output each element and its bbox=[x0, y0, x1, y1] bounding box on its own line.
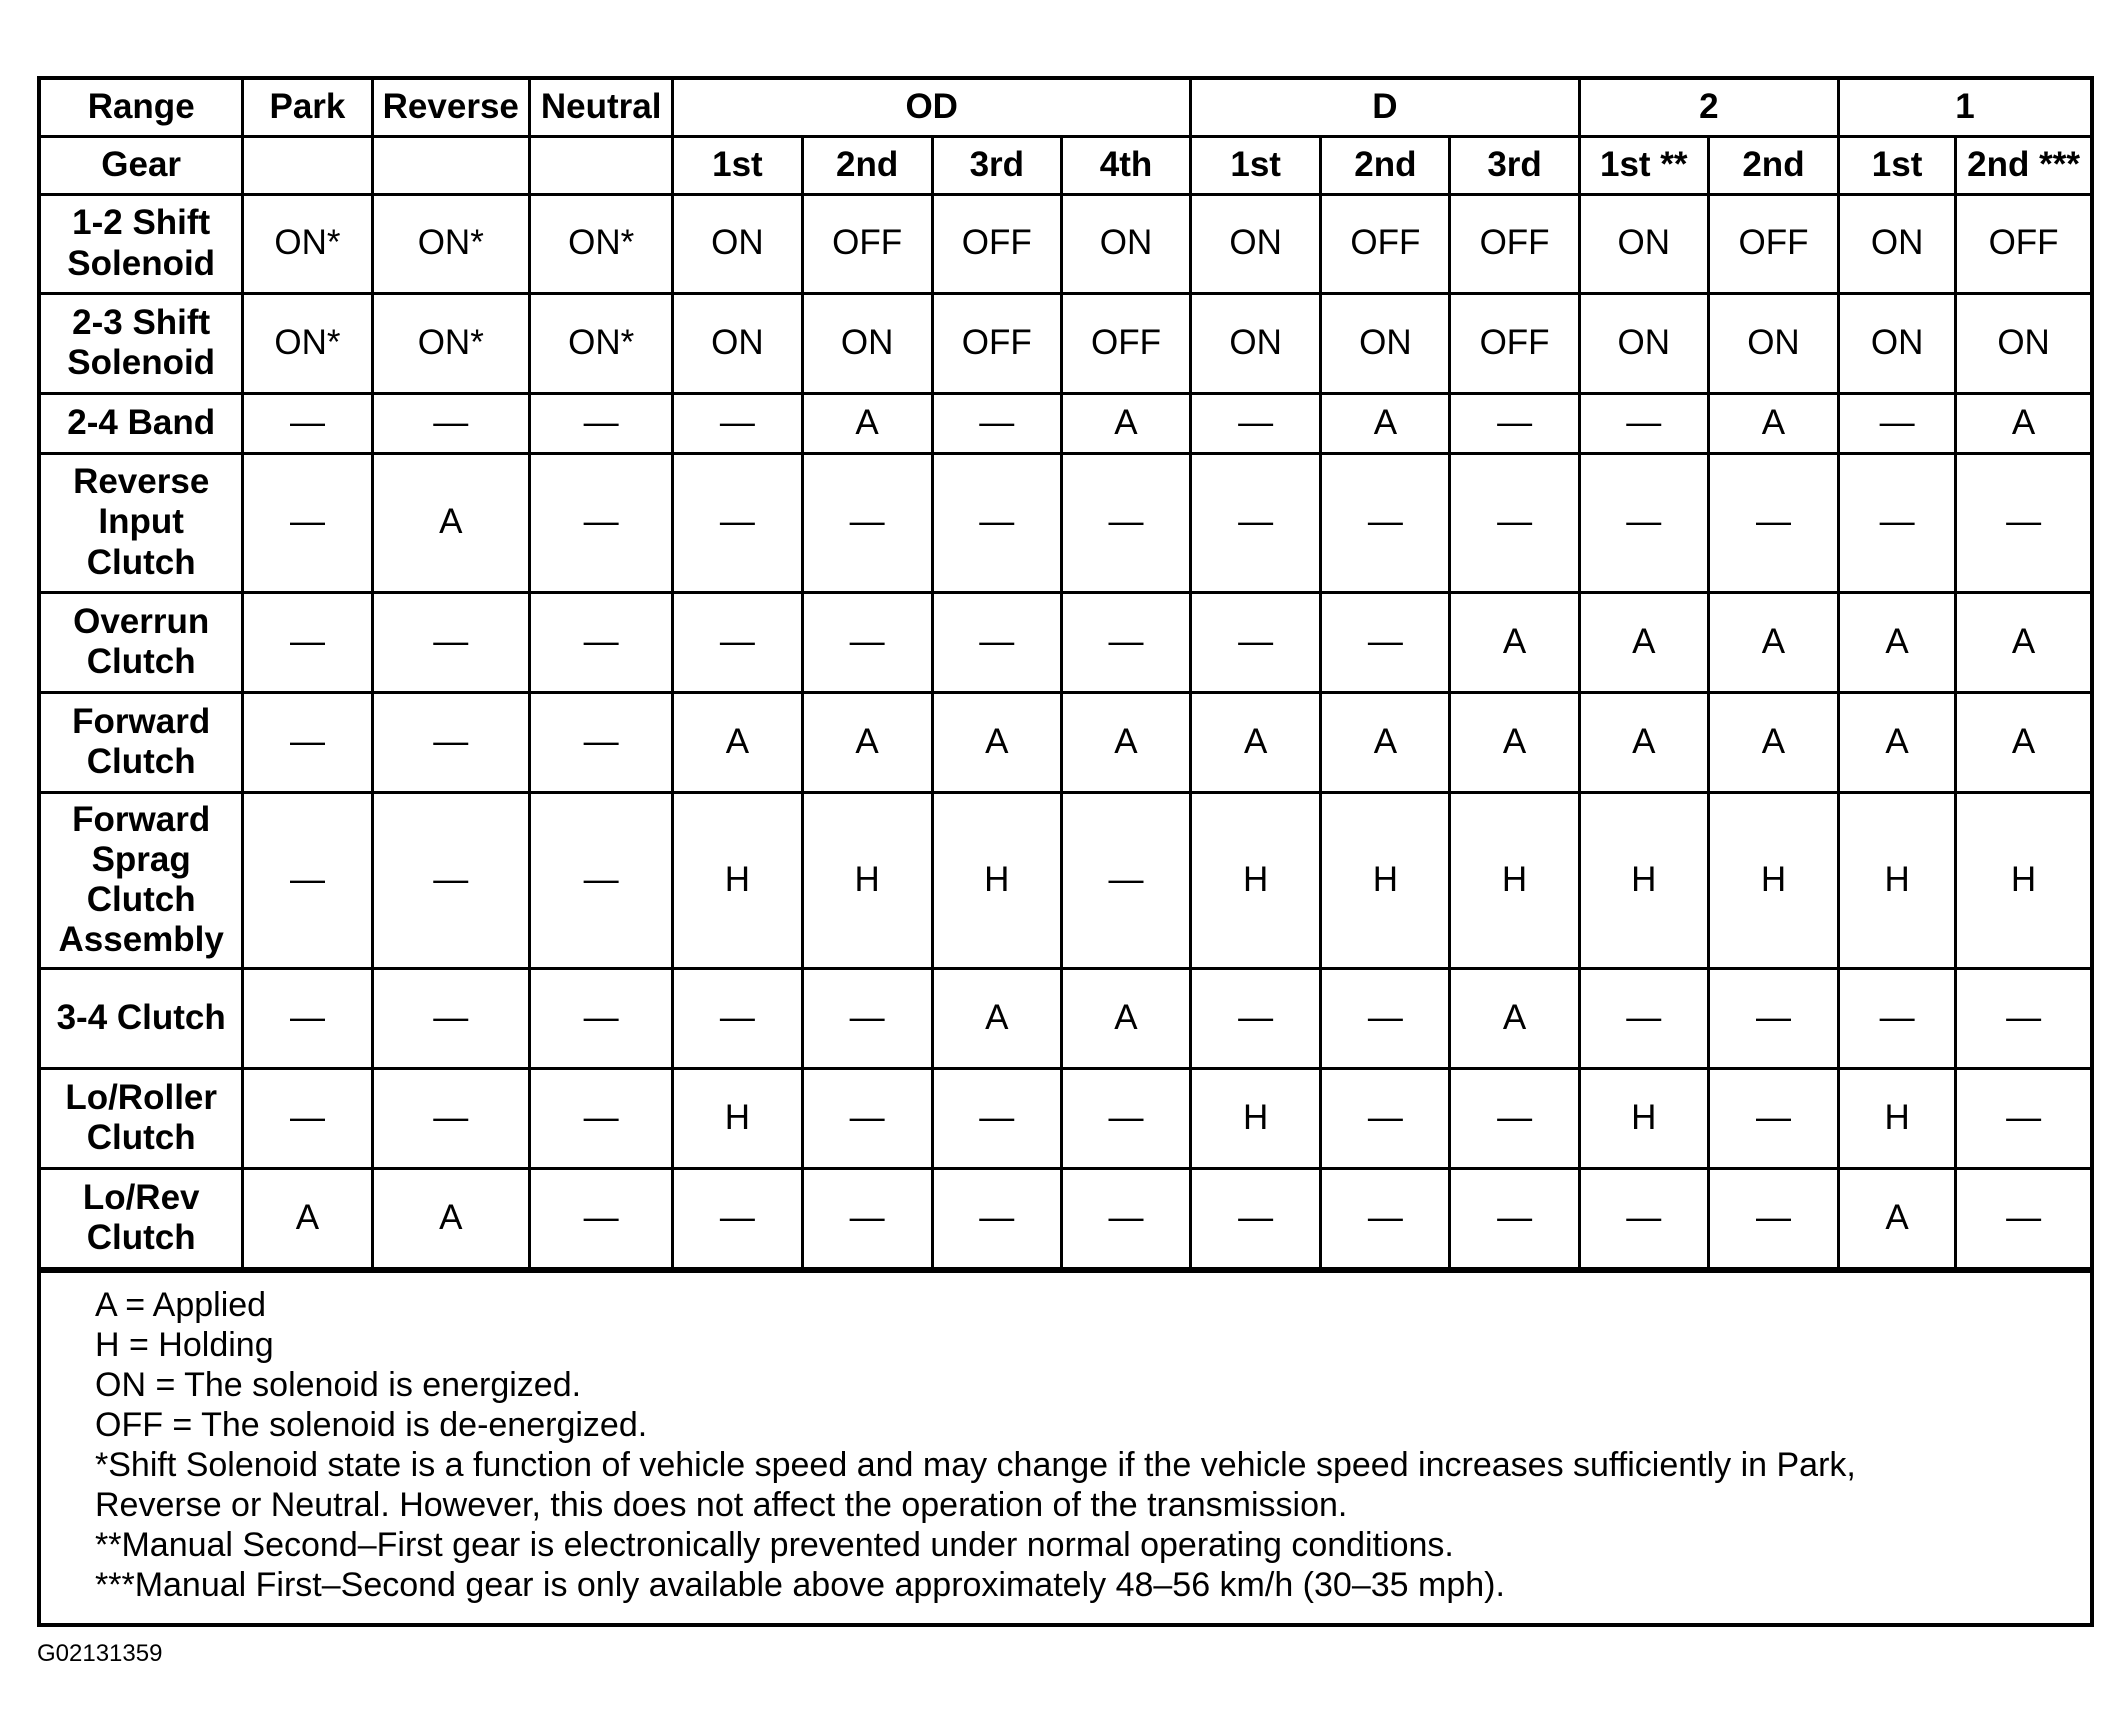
table-row bbox=[41, 393, 2090, 453]
gear-header-cell bbox=[243, 136, 372, 194]
table-cell: H bbox=[673, 1068, 802, 1168]
table-cell: — bbox=[1579, 1168, 1708, 1268]
table-cell: — bbox=[1708, 1168, 1838, 1268]
table-cell: — bbox=[530, 1068, 673, 1168]
range-header-d: D bbox=[1191, 80, 1580, 136]
table-cell: H bbox=[673, 792, 802, 968]
table-cell: ON* bbox=[530, 194, 673, 293]
table-cell: — bbox=[1191, 968, 1321, 1068]
row-label-forward-sprag-clutch-assembly: Forward Sprag Clutch Assembly bbox=[41, 792, 243, 968]
row-label-lo-roller-clutch: Lo/Roller Clutch bbox=[41, 1068, 243, 1168]
table-cell: A bbox=[1191, 692, 1321, 792]
table-cell: ON bbox=[1708, 293, 1838, 393]
table-cell: A bbox=[1839, 592, 1956, 692]
table-cell: — bbox=[1321, 592, 1450, 692]
table-cell: A bbox=[1061, 968, 1190, 1068]
table-cell: — bbox=[1450, 1068, 1579, 1168]
table-cell: — bbox=[530, 592, 673, 692]
table-cell: A bbox=[1450, 692, 1579, 792]
table-cell: — bbox=[372, 1068, 529, 1168]
table-cell: — bbox=[802, 968, 932, 1068]
table-cell: A bbox=[673, 692, 802, 792]
table-cell: A bbox=[1579, 692, 1708, 792]
table-cell: H bbox=[1191, 1068, 1321, 1168]
table-cell: — bbox=[1579, 393, 1708, 453]
table-cell: — bbox=[1061, 592, 1190, 692]
table-cell: — bbox=[673, 393, 802, 453]
table-cell: ON bbox=[802, 293, 932, 393]
table-cell: A bbox=[1450, 968, 1579, 1068]
table-cell: H bbox=[1956, 792, 2090, 968]
table-cell: — bbox=[1839, 453, 1956, 592]
table-cell: — bbox=[802, 453, 932, 592]
table-cell: — bbox=[530, 453, 673, 592]
table-cell: A bbox=[1708, 393, 1838, 453]
table-cell: — bbox=[932, 393, 1061, 453]
table-cell: — bbox=[1450, 1168, 1579, 1268]
table-cell: ON bbox=[1321, 293, 1450, 393]
table-cell: ON bbox=[1956, 293, 2090, 393]
gear-header-cell: 2nd bbox=[802, 136, 932, 194]
table-cell: — bbox=[673, 968, 802, 1068]
table-cell: — bbox=[802, 592, 932, 692]
gear-header-cell: 1st bbox=[1191, 136, 1321, 194]
table-cell: — bbox=[372, 792, 529, 968]
table-cell: A bbox=[1579, 592, 1708, 692]
gear-header-cell: 2nd bbox=[1708, 136, 1838, 194]
table-cell: OFF bbox=[932, 293, 1061, 393]
table-cell: — bbox=[243, 592, 372, 692]
table-cell: H bbox=[1321, 792, 1450, 968]
row-label-reverse-input-clutch: Reverse Input Clutch bbox=[41, 453, 243, 592]
range-header-1: 1 bbox=[1839, 80, 2090, 136]
table-cell: A bbox=[1321, 393, 1450, 453]
gear-header-cell: 1st bbox=[1839, 136, 1956, 194]
table-cell: — bbox=[802, 1068, 932, 1168]
table-cell: A bbox=[1708, 592, 1838, 692]
table-cell: A bbox=[1839, 692, 1956, 792]
table-cell: — bbox=[1708, 453, 1838, 592]
row-label-2-3-shift-solenoid: 2-3 Shift Solenoid bbox=[41, 293, 243, 393]
table-cell: — bbox=[1191, 453, 1321, 592]
row-label-overrun-clutch: Overrun Clutch bbox=[41, 592, 243, 692]
table-cell: — bbox=[1061, 453, 1190, 592]
table-cell: — bbox=[1839, 968, 1956, 1068]
table-cell: H bbox=[1450, 792, 1579, 968]
gear-header-cell: 1st bbox=[673, 136, 802, 194]
table-row bbox=[41, 194, 2090, 293]
table-cell: — bbox=[673, 592, 802, 692]
note-line: H = Holding bbox=[95, 1325, 274, 1364]
table-cell: — bbox=[1956, 453, 2090, 592]
table-cell: — bbox=[243, 792, 372, 968]
row-label-1-2-shift-solenoid: 1-2 Shift Solenoid bbox=[41, 194, 243, 293]
gear-header-cell: 3rd bbox=[1450, 136, 1579, 194]
table-cell: H bbox=[932, 792, 1061, 968]
table-cell: A bbox=[1956, 692, 2090, 792]
table-cell: OFF bbox=[1708, 194, 1838, 293]
table-row bbox=[41, 453, 2090, 592]
table-cell: — bbox=[530, 968, 673, 1068]
table-cell: — bbox=[372, 968, 529, 1068]
table-cell: — bbox=[530, 692, 673, 792]
table-cell: OFF bbox=[1956, 194, 2090, 293]
table-cell: — bbox=[1061, 1068, 1190, 1168]
range-header-2: 2 bbox=[1579, 80, 1838, 136]
table-cell: A bbox=[372, 453, 529, 592]
table-cell: — bbox=[530, 1168, 673, 1268]
table-cell: ON* bbox=[243, 194, 372, 293]
table-cell: H bbox=[1579, 1068, 1708, 1168]
table-cell: — bbox=[802, 1168, 932, 1268]
table-cell: — bbox=[932, 453, 1061, 592]
note-line: ***Manual First–Second gear is only available above approximately 48–56 km/h (30–35 mph). bbox=[95, 1565, 1505, 1604]
table-cell: — bbox=[243, 453, 372, 592]
table-cell: — bbox=[1579, 968, 1708, 1068]
table-row bbox=[41, 1068, 2090, 1168]
gear-header-cell: 4th bbox=[1061, 136, 1190, 194]
table-row bbox=[41, 592, 2090, 692]
table-row bbox=[41, 1168, 2090, 1268]
table-cell: — bbox=[932, 1168, 1061, 1268]
table-cell: — bbox=[932, 592, 1061, 692]
table-cell: ON bbox=[1191, 293, 1321, 393]
table-cell: A bbox=[372, 1168, 529, 1268]
row-label-3-4-clutch: 3-4 Clutch bbox=[41, 968, 243, 1068]
gear-header-cell: 2nd bbox=[1321, 136, 1450, 194]
table-cell: ON bbox=[673, 293, 802, 393]
table-cell: ON* bbox=[243, 293, 372, 393]
table-cell: H bbox=[1708, 792, 1838, 968]
table-cell: H bbox=[802, 792, 932, 968]
table-cell: A bbox=[1061, 393, 1190, 453]
table-cell: — bbox=[1061, 1168, 1190, 1268]
table-cell: ON bbox=[1579, 293, 1708, 393]
row-label-2-4-band: 2-4 Band bbox=[41, 393, 243, 453]
note-line: Reverse or Neutral. However, this does not affect the operation of the transmission. bbox=[95, 1485, 1348, 1524]
table-cell: A bbox=[1061, 692, 1190, 792]
table-row bbox=[41, 692, 2090, 792]
table-cell: — bbox=[1450, 453, 1579, 592]
gear-header-cell bbox=[530, 136, 673, 194]
shift-table bbox=[41, 80, 2090, 1270]
table-cell: — bbox=[243, 692, 372, 792]
table-cell: A bbox=[1708, 692, 1838, 792]
table-cell: — bbox=[673, 1168, 802, 1268]
table-cell: ON bbox=[1839, 293, 1956, 393]
table-cell: — bbox=[1191, 1168, 1321, 1268]
table-row bbox=[41, 293, 2090, 393]
range-header-reverse: Reverse bbox=[372, 80, 529, 136]
note-line: OFF = The solenoid is de-energized. bbox=[95, 1405, 648, 1444]
table-cell: ON* bbox=[372, 194, 529, 293]
table-cell: OFF bbox=[1450, 194, 1579, 293]
gear-header-cell: 2nd *** bbox=[1956, 136, 2090, 194]
table-cell: A bbox=[1956, 393, 2090, 453]
table-cell: OFF bbox=[802, 194, 932, 293]
table-cell: A bbox=[1321, 692, 1450, 792]
table-cell: — bbox=[1839, 393, 1956, 453]
table-cell: — bbox=[1956, 1168, 2090, 1268]
gear-header-cell bbox=[372, 136, 529, 194]
row-label-forward-clutch: Forward Clutch bbox=[41, 692, 243, 792]
range-header-neutral: Neutral bbox=[530, 80, 673, 136]
table-cell: — bbox=[1956, 1068, 2090, 1168]
table-cell: ON bbox=[1061, 194, 1190, 293]
table-cell: — bbox=[530, 792, 673, 968]
row-label-lo-rev-clutch: Lo/Rev Clutch bbox=[41, 1168, 243, 1268]
table-cell: A bbox=[802, 692, 932, 792]
table-cell: — bbox=[243, 1068, 372, 1168]
note-line: A = Applied bbox=[95, 1285, 267, 1324]
table-cell: — bbox=[243, 393, 372, 453]
table-cell: — bbox=[372, 393, 529, 453]
table-cell: — bbox=[1579, 453, 1708, 592]
table-cell: — bbox=[1321, 968, 1450, 1068]
table-cell: — bbox=[530, 393, 673, 453]
table-cell: A bbox=[932, 968, 1061, 1068]
shift-chart bbox=[37, 76, 2094, 1627]
table-cell: — bbox=[243, 968, 372, 1068]
table-cell: ON bbox=[1191, 194, 1321, 293]
table-cell: OFF bbox=[1450, 293, 1579, 393]
table-cell: — bbox=[1321, 1068, 1450, 1168]
table-cell: — bbox=[1191, 592, 1321, 692]
table-cell: ON* bbox=[530, 293, 673, 393]
table-cell: — bbox=[1321, 1168, 1450, 1268]
gear-header-cell: 1st ** bbox=[1579, 136, 1708, 194]
table-cell: A bbox=[243, 1168, 372, 1268]
table-cell: H bbox=[1839, 792, 1956, 968]
table-cell: ON bbox=[1839, 194, 1956, 293]
table-cell: — bbox=[1708, 1068, 1838, 1168]
table-cell: — bbox=[1061, 792, 1190, 968]
table-row bbox=[41, 968, 2090, 1068]
table-cell: — bbox=[1708, 968, 1838, 1068]
figure-id: G02131359 bbox=[37, 1640, 163, 1667]
table-cell: — bbox=[1450, 393, 1579, 453]
range-header-od: OD bbox=[673, 80, 1191, 136]
table-cell: H bbox=[1191, 792, 1321, 968]
table-cell: OFF bbox=[1321, 194, 1450, 293]
table-cell: OFF bbox=[932, 194, 1061, 293]
table-cell: ON* bbox=[372, 293, 529, 393]
table-cell: — bbox=[1191, 393, 1321, 453]
table-cell: A bbox=[1839, 1168, 1956, 1268]
range-header-row bbox=[41, 80, 2090, 136]
table-cell: — bbox=[1321, 453, 1450, 592]
table-cell: OFF bbox=[1061, 293, 1190, 393]
range-header-range: Range bbox=[41, 80, 243, 136]
table-cell: ON bbox=[673, 194, 802, 293]
note-line: **Manual Second–First gear is electronically prevented under normal operating conditions. bbox=[95, 1525, 1454, 1564]
table-cell: A bbox=[1450, 592, 1579, 692]
gear-header-cell: Gear bbox=[41, 136, 243, 194]
gear-header-cell: 3rd bbox=[932, 136, 1061, 194]
table-cell: A bbox=[932, 692, 1061, 792]
note-line: ON = The solenoid is energized. bbox=[95, 1365, 582, 1404]
table-cell: H bbox=[1579, 792, 1708, 968]
table-cell: — bbox=[673, 453, 802, 592]
table-cell: ON bbox=[1579, 194, 1708, 293]
table-cell: A bbox=[1956, 592, 2090, 692]
table-cell: — bbox=[1956, 968, 2090, 1068]
table-cell: — bbox=[372, 592, 529, 692]
range-header-park: Park bbox=[243, 80, 372, 136]
table-cell: H bbox=[1839, 1068, 1956, 1168]
note-line: *Shift Solenoid state is a function of vehicle speed and may change if the vehicle speed increases sufficiently in Park, bbox=[95, 1445, 1856, 1484]
table-row bbox=[41, 792, 2090, 968]
table-cell: — bbox=[932, 1068, 1061, 1168]
table-cell: A bbox=[802, 393, 932, 453]
legend-notes bbox=[41, 1270, 2090, 1623]
gear-header-row bbox=[41, 136, 2090, 194]
table-cell: — bbox=[372, 692, 529, 792]
